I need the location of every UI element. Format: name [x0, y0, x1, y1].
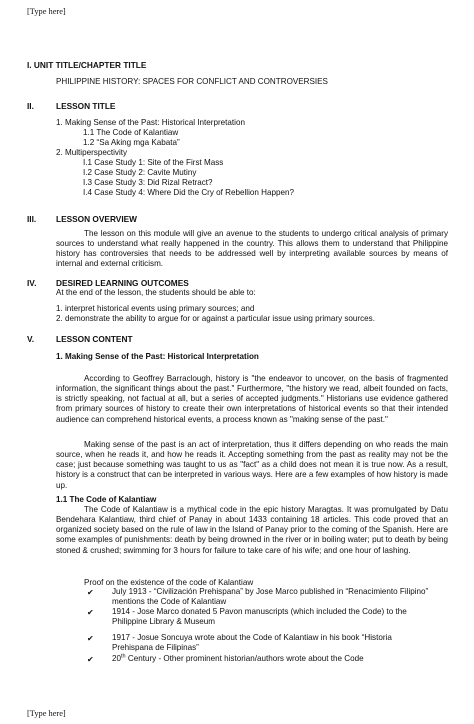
subsection-code-of-kalantiaw: 1.1 The Code of Kalantiaw: [56, 495, 157, 504]
kalantiaw-paragraph: The Code of Kalantiaw is a mythical code in the epic history Maragtas. It was promulgated by Datu Bendehara Kalantiaw, third chief of Panay in about 1433 containing 18 articles. This code proved that an organized society based on the rule of law in the Island of Panay prior to the coming of the Spanish. Here are some examples of punishments: death by being drowned in the river or in boiling water; put to death by being stoned & crushed; swimming for 3 hours for failure to take care of his wife; and one hour of lashing.: [56, 505, 448, 555]
page-footer: [Type here]: [27, 709, 66, 718]
proof-item-3: 1917 - Josue Soncuya wrote about the Code of Kalantiaw in his book “Historia: [112, 633, 392, 642]
outcome-1: 1. interpret historical events using primary sources; and: [56, 304, 255, 313]
century-number: 20: [112, 654, 122, 663]
section-unit-title-heading: I. UNIT TITLE/CHAPTER TITLE: [27, 60, 147, 70]
making-sense-paragraph: Making sense of the past is an act of interpretation, thus it differs depending on who reads the main source, when he reads it, and how he reads it. Accepting something from the past as reality may not be the case; just because something was taught to us as "fact" as a child does not mean it is true now. As a result, history is a construct that can be interpreted in various ways. Here are a few examples of how history is made up.: [56, 440, 448, 490]
proof-item-2: 1914 - Jose Marco donated 5 Pavon manuscripts (which included the Code) to the: [112, 607, 407, 616]
unit-title-text: PHILIPPINE HISTORY: SPACES FOR CONFLICT AND CONTROVERSIES: [56, 77, 328, 86]
section-number: V.: [27, 334, 35, 344]
proof-item-1-cont: mentions the Code of Kalantiaw: [112, 597, 227, 606]
century-ordinal: th: [121, 653, 126, 660]
section-lesson-title-heading: [27, 101, 116, 111]
outcomes-intro: At the end of the lesson, the students should be able to:: [56, 288, 256, 297]
proof-item-4-text: Century - Other prominent historian/authors wrote about the Code: [125, 654, 364, 663]
section-lesson-overview-heading: [27, 214, 137, 224]
proof-intro: Proof on the existence of the code of Kalantiaw: [84, 578, 254, 587]
section-heading-text: DESIRED LEARNING OUTCOMES: [56, 278, 189, 288]
section-heading-text: LESSON TITLE: [56, 101, 116, 111]
proof-item-4: [112, 654, 364, 664]
proof-item-3-cont: Prehispana de Filipinas”: [112, 643, 199, 652]
check-icon: ✔: [87, 655, 94, 664]
section-lesson-content-heading: [27, 334, 133, 344]
check-icon: ✔: [87, 608, 94, 617]
case-study-4: I.4 Case Study 4: Where Did the Cry of Rebellion Happen?: [83, 188, 294, 197]
outcome-2: 2. demonstrate the ability to argue for or against a particular issue using primary sources.: [56, 314, 375, 323]
section-number: III.: [27, 214, 37, 224]
section-heading-text: LESSON CONTENT: [56, 334, 133, 344]
case-study-2: I.2 Case Study 2: Cavite Mutiny: [83, 168, 197, 177]
section-number: IV.: [27, 278, 37, 288]
section-number: II.: [27, 101, 34, 111]
lesson-item-1-2: 1.2 “Sa Aking mga Kabata”: [83, 138, 180, 147]
section-heading-text: LESSON OVERVIEW: [56, 214, 137, 224]
check-icon: ✔: [87, 634, 94, 643]
lesson-item-2: 2. Multiperspectivity: [56, 148, 128, 157]
proof-item-1: July 1913 - “Civilización Prehispana” by Jose Marco published in “Renacimiento Filipino”: [112, 587, 429, 596]
case-study-1: I.1 Case Study 1: Site of the First Mass: [83, 158, 224, 167]
barraclough-paragraph: According to Geoffrey Barraclough, history is "the endeavor to uncover, on the basis of fragmented information, the significant things about the past." Furthermore, "the history we read, albeit founded on facts, is strictly speaking, not factual at all, but a series of accepted judgments." Historians use evidence gathered from primary sources of history to create their own interpretations of historical events so that their intended audience can comprehend historical events, a process known as "making sense of the past.": [56, 374, 448, 424]
case-study-3: I.3 Case Study 3: Did Rizal Retract?: [83, 178, 213, 187]
proof-item-2-cont: Philippine Library & Museum: [112, 617, 216, 626]
page-header: [Type here]: [27, 7, 66, 16]
lesson-item-1-1: 1.1 The Code of Kalantiaw: [83, 128, 179, 137]
section-learning-outcomes-heading: [27, 278, 189, 288]
overview-paragraph: The lesson on this module will give an avenue to the students to undergo critical analysis of primary sources to understand what really happened in the country. This allows them to understand that Philippine history has controversies that needs to be addressed well by interpreting available sources by means of internal and external criticism.: [56, 229, 448, 269]
subsection-historical-interpretation: 1. Making Sense of the Past: Historical Interpretation: [56, 352, 259, 361]
check-icon: ✔: [87, 588, 94, 597]
lesson-item-1: 1. Making Sense of the Past: Historical Interpretation: [56, 118, 245, 127]
